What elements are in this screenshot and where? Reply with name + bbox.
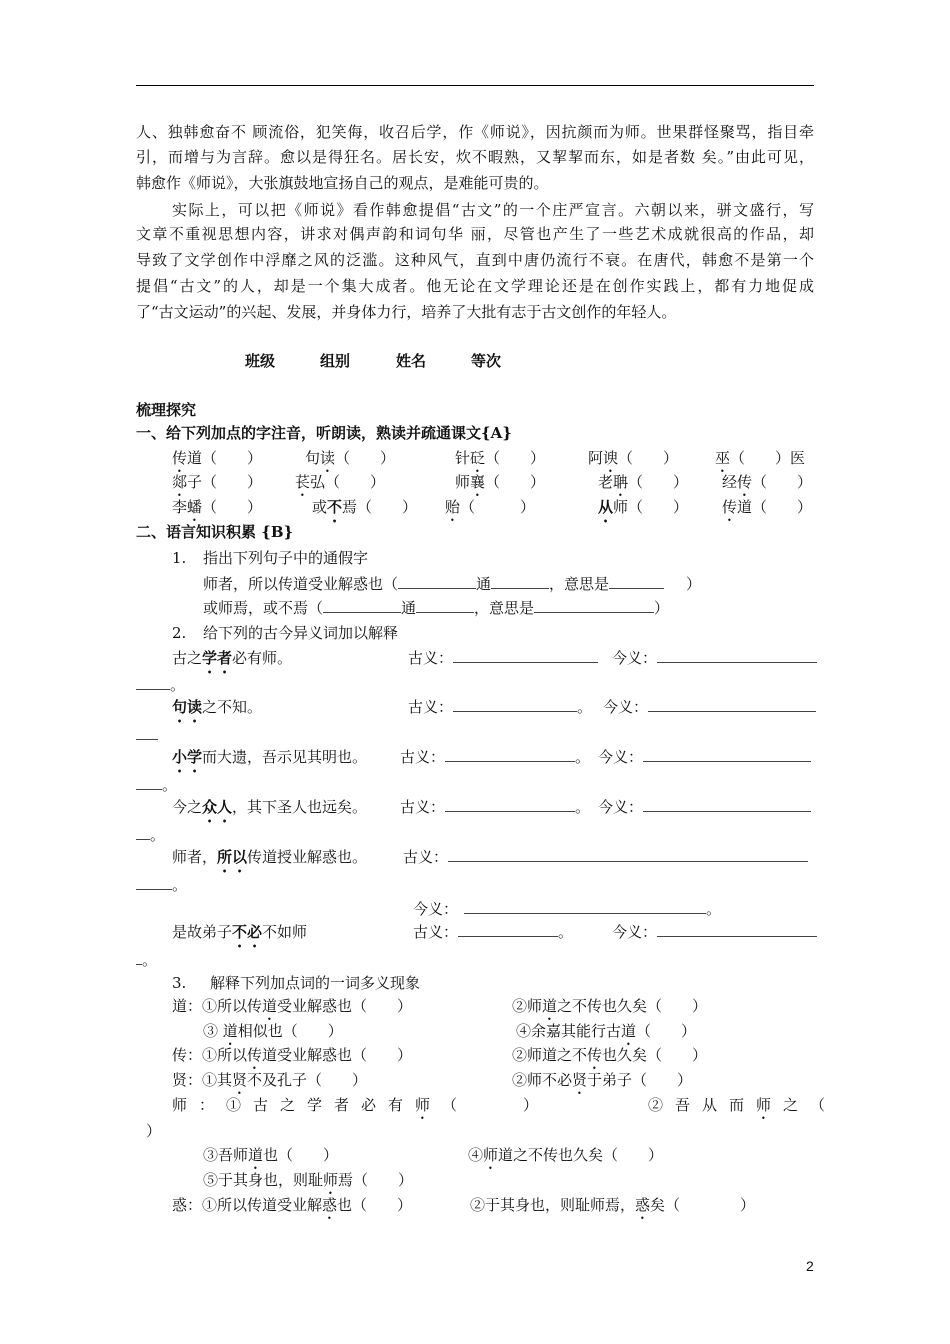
period: 。 (172, 876, 188, 894)
modern-meaning (612, 922, 817, 942)
class-label: 班级 (245, 352, 276, 370)
text-segment: 于弟子（ ） (587, 1071, 693, 1089)
header-rule (136, 85, 814, 86)
intro-line: 提倡“古文”的人，却是一个集大成者。他无论在文学理论还是在创作实践上，都有力地促成 (136, 277, 814, 295)
text-segment: 师：①古之学者必有 (172, 1096, 416, 1114)
period: 。 (575, 748, 591, 766)
dotted-word: 传 (737, 473, 753, 491)
period: 。 (575, 798, 591, 816)
answer-blank[interactable] (657, 648, 817, 663)
text-segment: 不及孔子（ ） (247, 1071, 368, 1089)
blank-continuation (136, 675, 185, 695)
text-segment: 焉（ ） (342, 498, 418, 516)
dotted-word: 贤 (572, 1071, 588, 1089)
intro-line: 导致了文学创作中浮靡之风的泛滥。这种风气，直到中唐仍流行不衰。在唐代，韩愈不是第一个 (136, 251, 814, 269)
dotted-word: 道 (542, 997, 558, 1015)
text-segment: 之不知。 (202, 698, 263, 716)
gujin-sentence (172, 847, 367, 876)
dotted-word: 不 (327, 498, 343, 516)
answer-blank[interactable] (464, 899, 706, 914)
sentence: 或师焉，或不焉（ (203, 599, 324, 617)
tongjia-line (203, 574, 701, 594)
text-segment: 或 (312, 498, 328, 516)
text-segment: 弘（ ） (310, 473, 386, 491)
text-segment: 是故弟子 (172, 923, 233, 941)
modern-label: 今义： (612, 923, 658, 941)
modern-meaning (598, 797, 811, 817)
gujin-sentence (172, 648, 292, 677)
text-segment: 受业解惑也（ ） (277, 997, 413, 1015)
blank-continuation (136, 875, 187, 895)
text-segment: 矣（ ） (650, 1196, 756, 1214)
gujin-sentence (172, 922, 307, 951)
sub2-number: 2. (172, 624, 187, 642)
text-segment: 之（ (783, 1096, 838, 1114)
ancient-meaning (400, 797, 590, 817)
text-segment: 师 (455, 473, 471, 491)
dotted-word: 师 (483, 1146, 499, 1164)
dotted-word: 师 (323, 1171, 339, 1189)
period: 。 (162, 776, 178, 794)
ancient-label: 古义： (408, 649, 454, 667)
dotted-word: 读 (320, 449, 336, 467)
pinyin-item (312, 497, 417, 526)
answer-blank[interactable] (136, 675, 170, 690)
polysemy-item (172, 1095, 550, 1123)
ancient-meaning (408, 648, 598, 668)
text-segment: 经 (722, 473, 738, 491)
modern-label: 今义： (598, 798, 644, 816)
text-segment: 老 (598, 473, 614, 491)
dotted-word: 聃 (613, 473, 629, 491)
text-segment: （ ） (618, 449, 679, 467)
text-segment: 古之 (172, 649, 203, 667)
answer-blank[interactable] (136, 725, 158, 740)
name-label: 姓名 (396, 352, 427, 370)
pinyin-item (445, 497, 535, 525)
text-segment: 不如师 (262, 923, 308, 941)
q2-title: 二、语言知识积累 {B} (136, 523, 294, 541)
period: 。 (706, 900, 722, 918)
sentence: 师者，所以传道受业解惑也（ (203, 575, 399, 593)
ancient-meaning (403, 847, 808, 867)
text-segment: 也久矣（ ） (602, 1046, 708, 1064)
text-segment: 惑：①所以传道受业解 (172, 1196, 323, 1214)
polysemy-item (512, 1070, 692, 1098)
answer-blank[interactable] (323, 598, 401, 613)
text-segment: 相似也（ ） (237, 1022, 343, 1040)
polysemy-item (470, 1195, 755, 1223)
text-segment: 贤：①其 (172, 1071, 233, 1089)
text-segment: ②师道之不 (512, 1046, 588, 1064)
pinyin-item (172, 472, 262, 500)
dotted-word: 苌 (295, 473, 311, 491)
sub1-title: 指出下列句子中的通假字 (203, 549, 369, 567)
dotted-word: 襄 (470, 473, 486, 491)
polysemy-item (172, 1195, 412, 1223)
answer-blank[interactable] (398, 574, 476, 589)
page-number: 2 (806, 1258, 814, 1274)
text-segment: ④ (468, 1146, 484, 1164)
text-segment: （ ） (636, 1022, 697, 1040)
intro-line: 文章不重视思想内容，讲求对偶声韵和词句华 丽，尽管也产生了一些艺术成就很高的作品，却 (136, 225, 814, 243)
dotted-word: 贻 (445, 498, 461, 516)
text-segment: ⑤于其身也，则耻 (203, 1171, 324, 1189)
answer-blank[interactable] (453, 648, 598, 663)
text-segment: 道（ ） (737, 498, 813, 516)
modern-meaning (603, 697, 816, 717)
intro-line: 人、独韩愈奋不 顾流俗，犯笑侮，收召后学，作《师说》，因抗颜而为师。世果群怪聚骂，指目牵 (136, 123, 814, 141)
blank-continuation (136, 825, 165, 845)
text-segment: 传：①所以 (172, 1046, 248, 1064)
period: 。 (150, 826, 166, 844)
close-paren: ） (686, 575, 702, 593)
text-segment: （ ） (442, 1096, 551, 1114)
ancient-label: 古义： (413, 923, 459, 941)
dotted-word: 惑 (635, 1196, 651, 1214)
answer-blank[interactable] (657, 922, 817, 937)
intro-line: 实际上，可以把《师说》看作韩愈提倡“古文”的一个庄严宣言。六朝以来，骈文盛行，写 (172, 201, 814, 219)
answer-blank[interactable] (136, 775, 162, 790)
dotted-word: 贤 (232, 1071, 248, 1089)
group-label: 组别 (320, 352, 351, 370)
sub1-number: 1. (172, 549, 187, 567)
dotted-word: 蟠 (187, 498, 203, 516)
dotted-word: 道 (621, 1022, 637, 1040)
answer-blank[interactable] (643, 747, 811, 762)
ancient-label: 古义： (408, 698, 454, 716)
pinyin-item (722, 472, 812, 500)
text-segment: ④余嘉其能行古 (516, 1022, 622, 1040)
text-segment: （ ） (485, 473, 546, 491)
polysemy-item (203, 1145, 338, 1173)
dotted-word: 师 (756, 1096, 784, 1114)
tong-label: 通 (476, 575, 492, 593)
answer-blank[interactable] (609, 574, 664, 589)
pinyin-item (598, 497, 688, 526)
polysemy-item (468, 1145, 663, 1173)
modern-meaning (413, 899, 721, 919)
answer-blank[interactable] (445, 797, 575, 812)
text-segment: 阿 (588, 449, 604, 467)
text-segment: 道之不传也久矣（ ） (498, 1146, 664, 1164)
polysemy-item (172, 996, 412, 1024)
text-segment: 李 (172, 498, 188, 516)
dotted-word: 传 (722, 498, 738, 516)
dotted-word: 惑 (322, 1196, 338, 1214)
modern-label: 今义： (612, 649, 658, 667)
dotted-word: 砭 (470, 449, 486, 467)
blank-continuation (136, 950, 157, 970)
dotted-word: 所以 (217, 848, 248, 866)
modern-meaning (598, 747, 811, 767)
text-segment: ，其下圣人也远矣。 (232, 798, 368, 816)
pinyin-item (722, 497, 812, 525)
answer-blank[interactable] (453, 697, 577, 712)
gujin-sentence (172, 797, 367, 826)
pinyin-item (455, 472, 545, 500)
text-segment: 针 (455, 449, 471, 467)
text-segment: 句 (305, 449, 321, 467)
text-segment: 道受业解惑也（ ） (262, 1046, 413, 1064)
polysemy-item (172, 1070, 367, 1098)
section-title: 梳理探究 (136, 401, 197, 419)
polysemy-item (203, 1170, 413, 1198)
dotted-word: 道 (222, 1022, 238, 1040)
dotted-word: 传 (247, 1046, 263, 1064)
modern-label: 今义： (598, 748, 644, 766)
period: 。 (577, 698, 593, 716)
answer-blank[interactable] (648, 697, 816, 712)
intro-line: 了“古文运动”的兴起、发展，并身体力行，培养了大批有志于古文创作的年轻人。 (136, 303, 677, 321)
close-paren: ） (654, 599, 670, 617)
period: 。 (142, 951, 158, 969)
period: 。 (170, 676, 186, 694)
text-segment: （ ） (335, 449, 396, 467)
sub3-title: 解释下列加点词的一词多义现象 (210, 974, 421, 992)
answer-blank[interactable] (643, 797, 811, 812)
dotted-word: 句读 (172, 698, 203, 716)
tong-label: 通 (401, 599, 417, 617)
gujin-sentence (172, 697, 262, 726)
pinyin-item (598, 472, 688, 500)
blank-continuation (136, 775, 177, 795)
period: 。 (558, 923, 574, 941)
text-segment: （ ） (628, 473, 689, 491)
gujin-sentence (172, 747, 367, 776)
text-segment: ②师不必 (512, 1071, 573, 1089)
sub2-title: 给下列的古今异义词加以解释 (203, 624, 399, 642)
dotted-word: 众人 (202, 798, 233, 816)
ancient-label: 古义： (403, 848, 449, 866)
intro-line: 引，而增与为言辞。愈以是得狂名。居长安，炊不暇熟，又挈挈而东，如是者数 矣。”由此可见， (136, 148, 814, 166)
text-segment: （ ） (460, 498, 536, 516)
answer-blank[interactable] (448, 847, 808, 862)
text-segment: ③吾师 (203, 1146, 249, 1164)
text-segment: 传道授业解惑也。 (247, 848, 368, 866)
grade-label: 等次 (471, 352, 502, 370)
text-segment: ） (146, 1122, 162, 1140)
dotted-word: 道 (262, 997, 278, 1015)
modern-meaning (612, 648, 817, 668)
text-segment: （ ） (202, 498, 263, 516)
text-segment: 必有师。 (232, 649, 293, 667)
dotted-word: 从 (598, 498, 614, 516)
sub3-number: 3. (172, 974, 187, 992)
text-segment: 道：①所以传 (172, 997, 263, 1015)
pinyin-item (295, 472, 385, 500)
ancient-label: 古义： (400, 798, 446, 816)
meaning-label: ，意思是 (549, 575, 610, 593)
ancient-meaning (400, 747, 590, 767)
answer-blank[interactable] (491, 574, 549, 589)
text-segment: ②师 (512, 997, 543, 1015)
text-segment: ③ (203, 1022, 223, 1040)
modern-label: 今义： (603, 698, 649, 716)
ancient-meaning (408, 697, 592, 717)
text-segment: 之不传也久矣（ ） (557, 997, 708, 1015)
text-segment: 道（ ） (187, 449, 263, 467)
answer-blank[interactable] (136, 875, 172, 890)
text-segment: （ ） (752, 473, 813, 491)
polysemy-item (512, 1045, 707, 1073)
polysemy-item (146, 1121, 161, 1149)
dotted-word: 不必 (232, 923, 263, 941)
dotted-word: 郯 (172, 473, 188, 491)
answer-blank[interactable] (136, 825, 150, 840)
text-segment: ②吾从而 (648, 1096, 757, 1114)
dotted-word: 传 (587, 1046, 603, 1064)
text-segment: 师者， (172, 848, 218, 866)
dotted-word: 师 (415, 1096, 443, 1114)
meaning-label: ，意思是 (474, 599, 535, 617)
dotted-word: 学者 (202, 649, 233, 667)
polysemy-item (172, 1045, 412, 1073)
tongjia-line (203, 598, 669, 618)
text-segment: 也（ ） (337, 1196, 413, 1214)
ancient-meaning (413, 922, 573, 942)
dotted-word: 道 (248, 1146, 264, 1164)
polysemy-item (648, 1095, 837, 1123)
intro-line: 韩愈作《师说》，大张旗鼓地宣扬自己的观点，是难能可贵的。 (136, 174, 549, 192)
answer-blank[interactable] (416, 598, 474, 613)
text-segment: 子（ ） (187, 473, 263, 491)
ancient-label: 古义： (400, 748, 446, 766)
blank-continuation (136, 725, 158, 745)
text-segment: （ ） (485, 449, 546, 467)
text-segment: 师（ ） (613, 498, 689, 516)
text-segment: （ ）医 (730, 449, 806, 467)
pinyin-item (172, 497, 262, 525)
text-segment: 焉（ ） (338, 1171, 414, 1189)
text-segment: 今之 (172, 798, 203, 816)
text-segment: ②于其身也，则耻师焉， (470, 1196, 636, 1214)
modern-label: 今义： (413, 900, 459, 918)
dotted-word: 小学 (172, 748, 203, 766)
answer-blank[interactable] (534, 598, 654, 613)
text-segment: 也（ ） (263, 1146, 339, 1164)
answer-blank[interactable] (458, 922, 558, 937)
answer-blank[interactable] (445, 747, 575, 762)
polysemy-item (512, 996, 707, 1024)
dotted-word: 传 (172, 449, 188, 467)
dotted-word: 巫 (715, 449, 731, 467)
dotted-word: 谀 (603, 449, 619, 467)
q1-title: 一、给下列加点的字注音，听朗读，熟读并疏通课文{A} (136, 424, 512, 442)
text-segment: 而大遗，吾示见其明也。 (202, 748, 368, 766)
